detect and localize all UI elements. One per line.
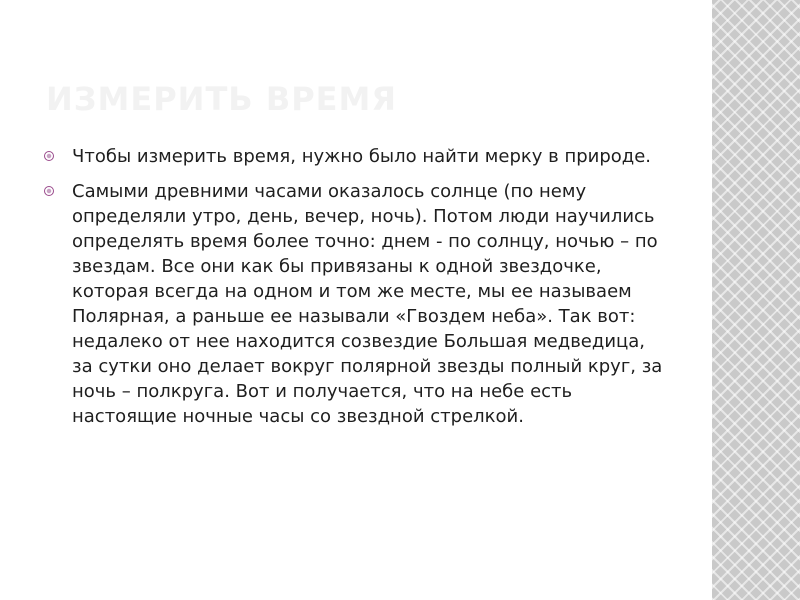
bullet-list [44, 144, 666, 439]
bullet-text: Чтобы измерить время, нужно было найти мерку в природе. [72, 146, 652, 167]
slide-title: ИЗМЕРИТЬ ВРЕМЯ [46, 80, 397, 118]
bullet-circle-icon [44, 186, 54, 196]
list-item [44, 144, 666, 169]
bullet-circle-icon [44, 151, 54, 161]
list-item [44, 179, 666, 429]
decorative-side-band [712, 0, 800, 600]
bullet-text: Самыми древними часами оказалось солнце (по нему определяли утро, день, вечер, ночь). Потом люди научились определять время более точно: днем - по солнцу, ночью – по звездам. Все они как бы привязаны к одной звездочке, которая всегда на одном и том же месте, мы ее называем Полярная, а раньше ее называли «Гвоздем неба». Так вот: недалеко от нее находится созвездие Большая медведица, за сутки оно делает вокруг полярной звезды полный круг, за ночь – полкруга. Вот и получается, что на небе есть настоящие ночные часы со звездной стрелкой. [72, 181, 663, 427]
